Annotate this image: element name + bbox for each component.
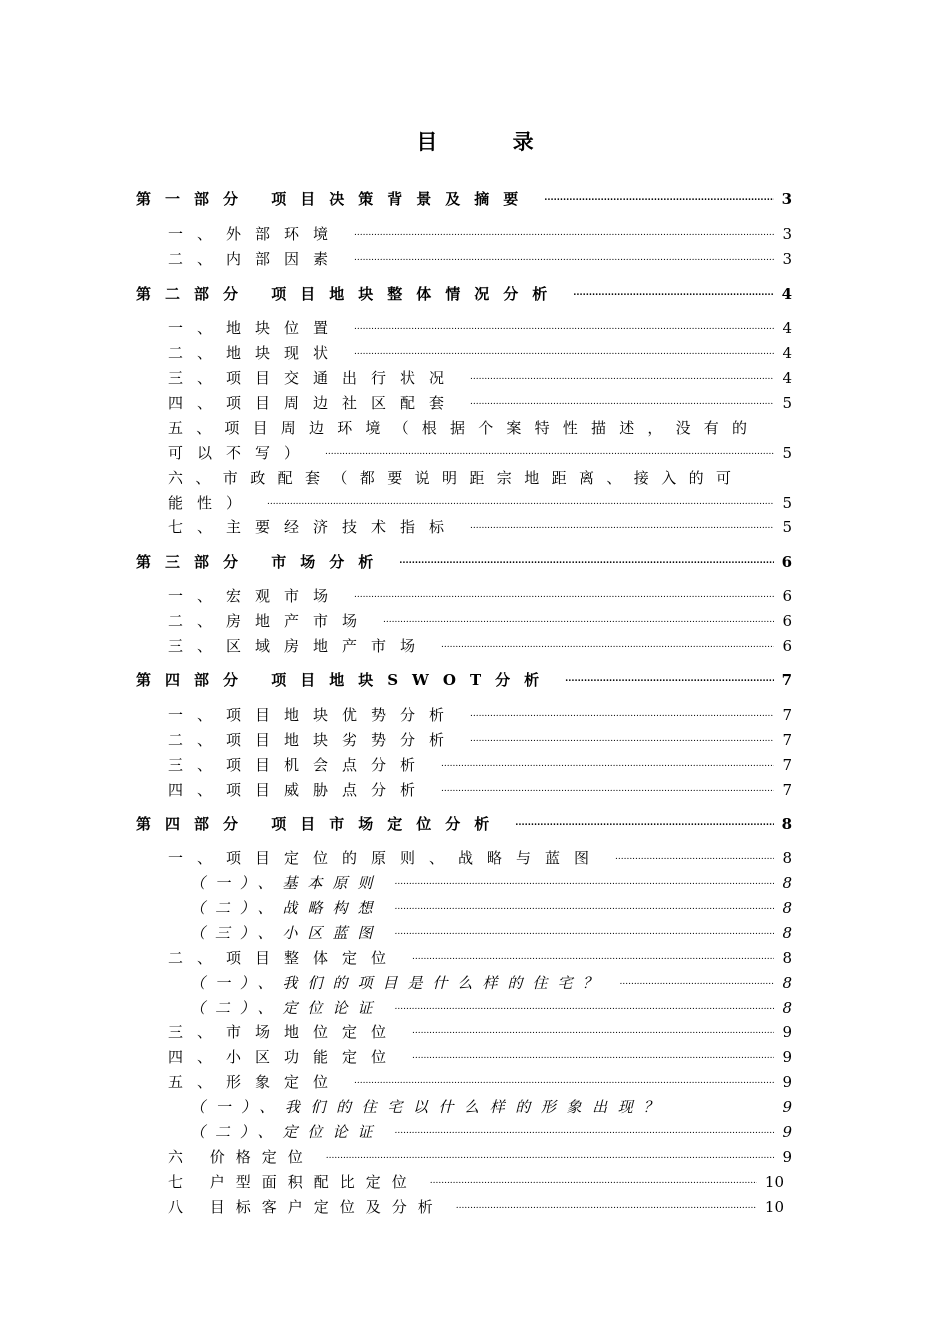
toc-entry-text: 第一部分 项目决策背景及摘要 <box>136 190 533 208</box>
toc-entry-text: 二、房地产市场 <box>168 612 372 630</box>
toc-entry[interactable] <box>168 442 792 464</box>
toc-page-number: 5 <box>782 444 792 462</box>
toc-entry-text: 一、地块位置 <box>168 319 343 337</box>
toc-entry[interactable] <box>168 516 792 538</box>
toc-entry[interactable] <box>168 610 792 632</box>
toc-entry-text: 一、外部环境 <box>168 225 343 243</box>
toc-entry[interactable] <box>168 847 792 869</box>
toc-page-number: 9 <box>782 1073 792 1091</box>
toc-entry[interactable] <box>168 492 792 514</box>
toc-entry-text: 四、项目周边社区配套 <box>168 394 459 412</box>
toc-page-number: 9 <box>782 1098 792 1116</box>
toc-entry-text: 四、项目威胁点分析 <box>168 781 430 799</box>
toc-page-number: 8 <box>782 924 792 942</box>
toc-entry-text: 五、形象定位 <box>168 1073 343 1091</box>
toc-page-number: 5 <box>782 518 792 536</box>
toc-entry-text: 一、项目定位的原则、战略与蓝图 <box>168 849 604 867</box>
toc-part-1[interactable] <box>136 188 792 210</box>
toc-page-number: 6 <box>782 612 792 630</box>
toc-page-number: 5 <box>782 494 792 512</box>
toc-entry-text: 四、小区功能定位 <box>168 1048 401 1066</box>
toc-entry-text: （三）、小区蓝图 <box>190 924 383 942</box>
toc-part-4-positioning[interactable] <box>136 813 792 835</box>
toc-entry[interactable] <box>168 1196 784 1218</box>
toc-subentry[interactable] <box>190 1121 792 1143</box>
toc-entry-text: （二）、定位论证 <box>190 999 383 1017</box>
toc-entry[interactable] <box>168 367 792 389</box>
toc-entry[interactable] <box>168 779 792 801</box>
toc-entry-text: 第二部分 项目地块整体情况分析 <box>136 285 562 303</box>
toc-entry-text: 二、地块现状 <box>168 344 343 362</box>
toc-entry[interactable] <box>168 947 792 969</box>
toc-entry-text: 七、主要经济技术指标 <box>168 518 459 536</box>
toc-entry[interactable] <box>168 392 792 414</box>
toc-entry-text: 第四部分 项目地块SWOT分析 <box>136 671 554 689</box>
toc-entry[interactable] <box>168 342 792 364</box>
toc-subentry[interactable] <box>190 922 792 944</box>
toc-page-number: 3 <box>782 225 792 243</box>
toc-page-number: 10 <box>764 1173 784 1191</box>
toc-entry-text: 第四部分 项目市场定位分析 <box>136 815 504 833</box>
toc-part-3[interactable] <box>136 551 792 573</box>
toc-page-number: 6 <box>781 553 792 571</box>
toc-entry-text: （一）、我们的项目是什么样的住宅？ <box>190 974 608 992</box>
toc-entry-text: 八 目标客户定位及分析 <box>168 1198 444 1216</box>
toc-entry-text: （二）、定位论证 <box>190 1123 383 1141</box>
toc-page-number: 8 <box>782 974 792 992</box>
toc-entry[interactable] <box>168 635 792 657</box>
toc-entry-text: （一）、我们的住宅以什么样的形象出现？ <box>190 1098 669 1116</box>
toc-entry-text: 三、项目机会点分析 <box>168 756 430 774</box>
toc-entry-text: 三、区域房地产市场 <box>168 637 430 655</box>
toc-page-number: 9 <box>782 1048 792 1066</box>
toc-page-number: 8 <box>782 849 792 867</box>
toc-page-number: 4 <box>782 319 792 337</box>
toc-page-number: 7 <box>782 731 792 749</box>
toc-entry[interactable] <box>168 1046 792 1068</box>
toc-page-number: 4 <box>781 285 792 303</box>
toc-entry[interactable] <box>168 1071 792 1093</box>
toc-entry-text: （二）、战略构想 <box>190 899 383 917</box>
toc-page-number: 9 <box>782 1148 792 1166</box>
toc-page-number: 7 <box>782 706 792 724</box>
toc-entry-wrapped-first-line[interactable]: 五、项目周边环境（根据个案特性描述，没有的 <box>168 419 761 437</box>
toc-entry[interactable] <box>168 1021 792 1043</box>
toc-entry[interactable] <box>168 729 792 751</box>
toc-page-number: 9 <box>782 1023 792 1041</box>
toc-entry-wrapped-first-line[interactable]: 六、市政配套（都要说明距宗地距离、接入的可 <box>168 469 744 487</box>
toc-entry-text: 一、宏观市场 <box>168 587 343 605</box>
toc-entry[interactable] <box>168 754 792 776</box>
toc-subentry[interactable] <box>190 897 792 919</box>
toc-entry-text: 二、项目整体定位 <box>168 949 401 967</box>
toc-page-number: 4 <box>782 344 792 362</box>
toc-entry-text: 一、项目地块优势分析 <box>168 706 459 724</box>
toc-entry-text: 三、项目交通出行状况 <box>168 369 459 387</box>
toc-page-number: 7 <box>781 671 792 689</box>
toc-title: 目 录 <box>416 129 568 154</box>
toc-part-4-swot[interactable] <box>136 669 792 691</box>
toc-entry[interactable] <box>168 1146 792 1168</box>
toc-page-number: 9 <box>782 1123 792 1141</box>
toc-entry-text: 二、项目地块劣势分析 <box>168 731 459 749</box>
toc-entry-text: 七 户型面积配比定位 <box>168 1173 418 1191</box>
toc-page-number: 10 <box>764 1198 784 1216</box>
toc-part-2[interactable] <box>136 283 792 305</box>
toc-page-number: 8 <box>782 874 792 892</box>
toc-entry-text: 可以不写） <box>168 444 314 462</box>
toc-subentry[interactable] <box>190 997 792 1019</box>
toc-subentry[interactable] <box>190 972 792 994</box>
toc-entry-text: 六 价格定位 <box>168 1148 314 1166</box>
toc-page-number: 7 <box>782 756 792 774</box>
toc-page-number: 8 <box>782 999 792 1017</box>
toc-entry-text: 能性） <box>168 494 256 512</box>
toc-entry[interactable] <box>168 223 792 245</box>
toc-page-number: 6 <box>782 587 792 605</box>
toc-page-number: 8 <box>782 899 792 917</box>
toc-page-number: 8 <box>782 949 792 967</box>
toc-entry[interactable] <box>168 1171 784 1193</box>
toc-page-number: 6 <box>782 637 792 655</box>
toc-page-number: 4 <box>782 369 792 387</box>
toc-subentry[interactable] <box>190 872 792 894</box>
toc-entry[interactable] <box>168 317 792 339</box>
toc-page-number: 3 <box>781 190 792 208</box>
toc-page-number: 8 <box>781 815 792 833</box>
toc-entry[interactable] <box>168 585 792 607</box>
toc-entry-text: 三、市场地位定位 <box>168 1023 401 1041</box>
toc-entry[interactable] <box>168 704 792 726</box>
toc-page-number: 7 <box>782 781 792 799</box>
toc-entry-text: 第三部分 市场分析 <box>136 553 388 571</box>
toc-entry[interactable] <box>168 248 792 270</box>
toc-entry-text: 二、内部因素 <box>168 250 343 268</box>
toc-entry-text: （一）、基本原则 <box>190 874 383 892</box>
toc-page-number: 3 <box>782 250 792 268</box>
toc-page-number: 5 <box>782 394 792 412</box>
toc-subentry[interactable] <box>190 1096 792 1118</box>
